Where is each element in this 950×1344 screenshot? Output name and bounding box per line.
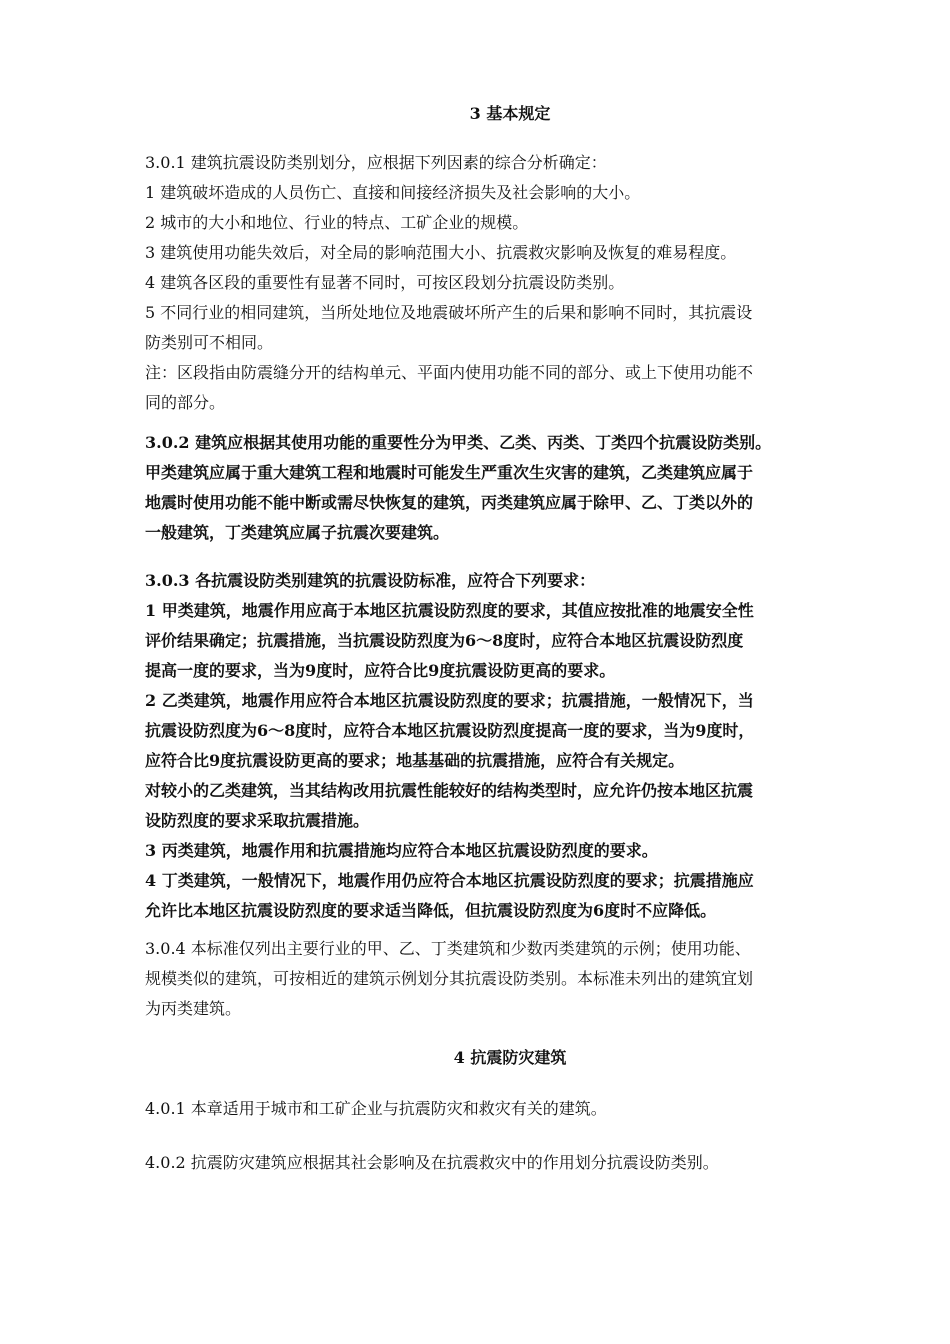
text-line: 抗震设防烈度为6～8度时，应符合本地区抗震设防烈度提高一度的要求，当为9度时，: [145, 721, 755, 740]
text-line: 应符合比9度抗震设防更高的要求；地基基础的抗震措施，应符合有关规定。: [145, 751, 685, 770]
text-line: 设防烈度的要求采取抗震措施。: [145, 811, 370, 830]
text-line: 2 城市的大小和地位、行业的特点、工矿企业的规模。: [145, 213, 529, 232]
text-line: 一般建筑，丁类建筑应属子抗震次要建筑。: [145, 523, 450, 542]
text-line: 地震时使用功能不能中断或需尽快恢复的建筑，丙类建筑应属于除甲、乙、丁类以外的: [145, 493, 754, 512]
text-line: 1 建筑破坏造成的人员伤亡、直接和间接经济损失及社会影响的大小。: [145, 183, 641, 202]
text-line: 3.0.1 建筑抗震设防类别划分，应根据下列因素的综合分析确定：: [145, 153, 607, 172]
section-4-title: 4 抗震防灾建筑: [453, 1048, 567, 1067]
text-line: 甲类建筑应属于重大建筑工程和地震时可能发生严重次生灾害的建筑，乙类建筑应属于: [145, 463, 754, 482]
text-line: 3.0.2 建筑应根据其使用功能的重要性分为甲类、乙类、丙类、丁类四个抗震设防类别。: [145, 433, 772, 452]
text-line: 2 乙类建筑，地震作用应符合本地区抗震设防烈度的要求；抗震措施，一般情况下，当: [145, 691, 754, 710]
clause-3-0-4: [145, 934, 875, 1024]
text-line: 为丙类建筑。: [145, 999, 242, 1018]
text-line: 提高一度的要求，当为9度时，应符合比9度抗震设防更高的要求。: [145, 661, 616, 680]
clause-3-0-2: [145, 428, 875, 548]
text-line: 评价结果确定；抗震措施，当抗震设防烈度为6～8度时，应符合本地区抗震设防烈度: [145, 631, 744, 650]
text-line: 同的部分。: [145, 393, 226, 412]
section-3-title: 3 基本规定: [469, 104, 551, 123]
text-line: 4 丁类建筑，一般情况下，地震作用仍应符合本地区抗震设防烈度的要求；抗震措施应: [145, 871, 754, 890]
text-line: 4.0.1 本章适用于城市和工矿企业与抗震防灾和救灾有关的建筑。: [145, 1099, 607, 1118]
text-line: 4 建筑各区段的重要性有显著不同时，可按区段划分抗震设防类别。: [145, 273, 625, 292]
text-line: 3.0.4 本标准仅列出主要行业的甲、乙、丁类建筑和少数丙类建筑的示例；使用功能、: [145, 939, 751, 958]
text-line: 规模类似的建筑，可按相近的建筑示例划分其抗震设防类别。本标准未列出的建筑宜划: [145, 969, 754, 988]
clause-3-0-1: [145, 148, 875, 418]
text-line: 4.0.2 抗震防灾建筑应根据其社会影响及在抗震救灾中的作用划分抗震设防类别。: [145, 1153, 719, 1172]
text-line: 防类别可不相同。: [145, 333, 274, 352]
text-line: 3 建筑使用功能失效后，对全局的影响范围大小、抗震救灾影响及恢复的难易程度。: [145, 243, 737, 262]
clause-4-0-1: [145, 1094, 875, 1124]
text-line: 3 丙类建筑，地震作用和抗震措施均应符合本地区抗震设防烈度的要求。: [145, 841, 658, 860]
clause-3-0-3: [145, 566, 875, 926]
clause-4-0-2: [145, 1148, 875, 1178]
text-line: 1 甲类建筑，地震作用应高于本地区抗震设防烈度的要求，其值应按批准的地震安全性: [145, 601, 754, 620]
text-line: 注：区段指由防震缝分开的结构单元、平面内使用功能不同的部分、或上下使用功能不: [145, 363, 754, 382]
text-line: 对较小的乙类建筑，当其结构改用抗震性能较好的结构类型时，应允许仍按本地区抗震: [145, 781, 754, 800]
text-line: 允许比本地区抗震设防烈度的要求适当降低，但抗震设防烈度为6度时不应降低。: [145, 901, 717, 920]
text-line: 5 不同行业的相同建筑，当所处地位及地震破坏所产生的后果和影响不同时，其抗震设: [145, 303, 753, 322]
text-line: 3.0.3 各抗震设防类别建筑的抗震设防标准，应符合下列要求：: [145, 571, 596, 590]
